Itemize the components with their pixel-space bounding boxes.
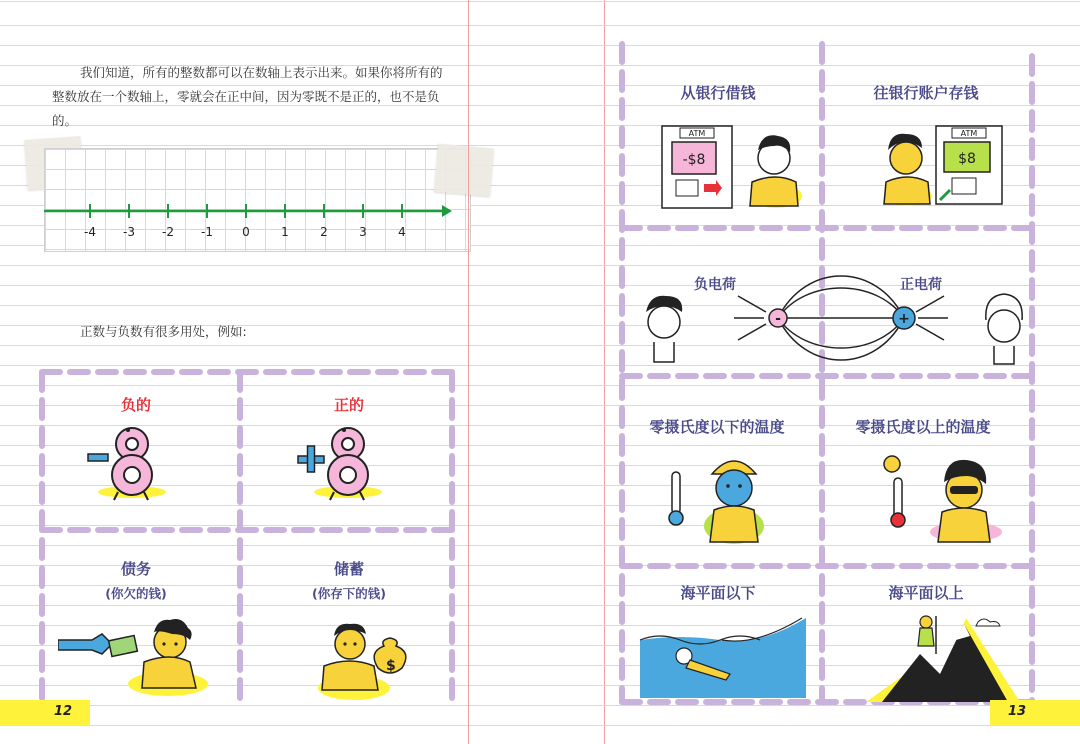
positive-charge-symbol: + [898,311,910,327]
borrow-atm-label: ATM [688,129,706,138]
above-sea-title: 海平面以上 [888,584,964,602]
above-zero-title: 零摄氏度以上的温度 [855,418,991,436]
right-page [540,0,1080,744]
negative-charge-symbol: - [775,311,781,327]
borrow-atm-screen: -$8 [682,152,706,168]
number-line-label: -2 [162,225,174,239]
savings-illustration [314,618,424,702]
page-number-right: 13 [1008,704,1027,719]
debt-title: 债务 [120,560,151,578]
debt-subtitle: (你欠的钱) [105,586,167,601]
positive-title: 正的 [333,396,364,414]
positive-charge-label: 正电荷 [900,277,942,293]
deposit-title: 往银行账户存钱 [873,84,979,102]
savings-title: 储蓄 [333,560,364,578]
number-line-label: 2 [320,225,328,239]
below-sea-title: 海平面以下 [680,584,756,602]
savings-subtitle: (你存下的钱) [312,586,386,601]
number-line-label: -1 [201,225,213,239]
deposit-atm-illustration [882,122,1012,208]
page-number-left: 12 [54,704,73,719]
borrow-atm-illustration [658,122,804,212]
book-spine [468,0,469,744]
debt-illustration [58,612,208,702]
below-sea-illustration [636,614,816,704]
below-zero-title: 零摄氏度以下的温度 [649,418,785,436]
deposit-atm-label: ATM [960,129,978,138]
negative-eight-character [84,420,174,512]
positive-eight-character [296,420,392,512]
tape-right [434,144,494,197]
number-line-label: -4 [84,225,96,239]
number-line-label: 3 [359,225,367,239]
negative-title: 负的 [120,396,151,414]
intro-paragraph: 我们知道，所有的整数都可以在数轴上表示出来。如果你将所有的整数放在一个数轴上，零就会在正中间，因为零既不是正的，也不是负的。 [52,65,443,128]
cold-illustration [658,450,788,550]
electric-field-illustration [626,268,1036,368]
number-line-label: 0 [242,225,250,239]
above-sea-illustration [860,606,1030,706]
page-tab-left [0,700,90,726]
number-line-label: 4 [398,225,406,239]
borrow-title: 从银行借钱 [680,84,756,102]
negative-charge-label: 负电荷 [694,277,736,293]
page-tab-right [990,700,1080,726]
hot-illustration [870,448,1020,544]
svg-text:$: $ [386,658,396,674]
uses-intro: 正数与负数有很多用处，例如: [80,324,247,339]
number-line-label: -3 [123,225,135,239]
number-line-label: 1 [281,225,289,239]
deposit-atm-screen: $8 [958,151,976,167]
number-line [30,196,460,246]
